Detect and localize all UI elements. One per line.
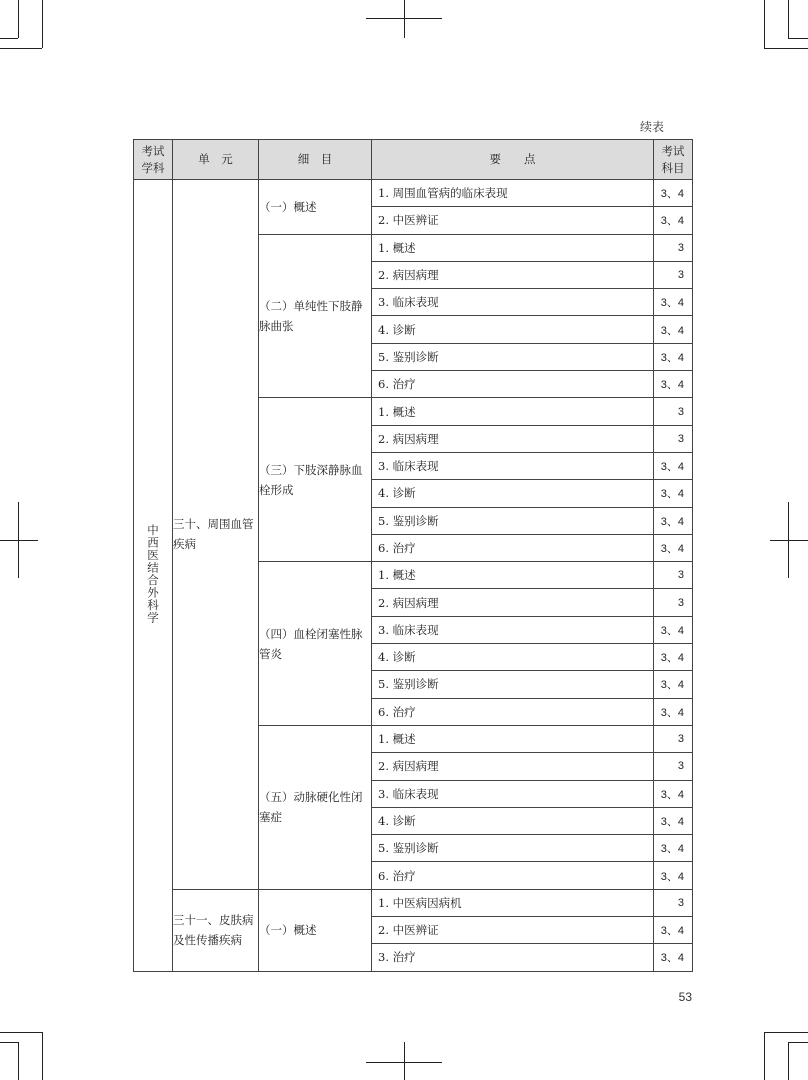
table-header-row [134,140,693,180]
level-cell: 3 [654,889,693,916]
point-cell: 1. 中医病因病机 [372,889,654,916]
crop-mark [764,48,808,49]
subject-label: 中西医结合外科学 [146,523,160,624]
crop-mark [404,0,405,38]
item-cell: （一）概述 [259,180,372,235]
level-cell: 3、4 [654,343,693,370]
crop-mark [764,1032,765,1080]
header-subject: 考试 学科 [134,140,173,180]
crop-mark [770,540,808,541]
crop-mark [18,0,19,38]
level-cell: 3、4 [654,371,693,398]
item-cell: （一）概述 [259,889,372,971]
point-cell: 1. 概述 [372,398,654,425]
item-cell: （五）动脉硬化性闭塞症 [259,725,372,889]
point-cell: 1. 概述 [372,725,654,752]
point-cell: 2. 病因病理 [372,753,654,780]
crop-mark [764,1032,808,1033]
crop-mark [42,0,43,48]
level-cell: 3、4 [654,207,693,234]
point-cell: 6. 治疗 [372,698,654,725]
point-cell: 4. 诊断 [372,807,654,834]
point-cell: 3. 临床表现 [372,616,654,643]
level-cell: 3、4 [654,835,693,862]
point-cell: 2. 中医辨证 [372,917,654,944]
point-cell: 2. 病因病理 [372,589,654,616]
point-cell: 5. 鉴别诊断 [372,671,654,698]
page-number: 53 [678,990,692,1004]
level-cell: 3、4 [654,862,693,889]
item-cell: （四）血栓闭塞性脉管炎 [259,562,372,726]
level-cell: 3、4 [654,534,693,561]
level-cell: 3、4 [654,698,693,725]
syllabus-table [133,139,693,972]
level-cell: 3、4 [654,316,693,343]
level-cell: 3、4 [654,480,693,507]
point-cell: 4. 诊断 [372,316,654,343]
level-cell: 3、4 [654,671,693,698]
level-cell: 3 [654,261,693,288]
crop-mark [0,38,18,39]
point-cell: 4. 诊断 [372,644,654,671]
point-cell: 6. 治疗 [372,534,654,561]
crop-mark [788,0,789,38]
item-cell: （三）下肢深静脉血栓形成 [259,398,372,562]
point-cell: 4. 诊断 [372,480,654,507]
header-level: 考试 科目 [654,140,693,180]
table-body [134,180,693,972]
point-cell: 5. 鉴别诊断 [372,507,654,534]
level-cell: 3、4 [654,180,693,207]
crop-mark [366,18,442,19]
crop-mark [18,1042,19,1080]
crop-mark [0,48,42,49]
header-point: 要 点 [372,140,654,180]
subject-cell [134,180,173,972]
point-cell: 1. 概述 [372,234,654,261]
level-cell: 3 [654,562,693,589]
point-cell: 2. 病因病理 [372,261,654,288]
level-cell: 3、4 [654,807,693,834]
level-cell: 3、4 [654,616,693,643]
point-cell: 6. 治疗 [372,862,654,889]
level-cell: 3 [654,234,693,261]
level-cell: 3、4 [654,644,693,671]
crop-mark [0,1042,18,1043]
level-cell: 3、4 [654,780,693,807]
crop-mark [788,38,808,39]
point-cell: 5. 鉴别诊断 [372,343,654,370]
crop-mark [788,1042,808,1043]
level-cell: 3 [654,589,693,616]
crop-mark [788,1042,789,1080]
point-cell: 6. 治疗 [372,371,654,398]
level-cell: 3、4 [654,289,693,316]
level-cell: 3、4 [654,944,693,971]
level-cell: 3、4 [654,507,693,534]
crop-mark [0,540,38,541]
crop-mark [42,1032,43,1080]
level-cell: 3、4 [654,452,693,479]
level-cell: 3、4 [654,917,693,944]
item-cell: （二）单纯性下肢静脉曲张 [259,234,372,398]
level-cell: 3 [654,725,693,752]
point-cell: 1. 周围血管病的临床表现 [372,180,654,207]
crop-mark [366,1062,442,1063]
point-cell: 3. 临床表现 [372,452,654,479]
table-row [134,180,693,207]
crop-mark [404,1042,405,1080]
point-cell: 2. 病因病理 [372,425,654,452]
point-cell: 3. 治疗 [372,944,654,971]
point-cell: 3. 临床表现 [372,780,654,807]
point-cell: 3. 临床表现 [372,289,654,316]
unit-cell: 三十、周围血管疾病 [173,180,259,890]
level-cell: 3 [654,398,693,425]
crop-mark [0,1032,42,1033]
level-cell: 3 [654,425,693,452]
unit-cell: 三十一、皮肤病及性传播疾病 [173,889,259,971]
header-unit: 单 元 [173,140,259,180]
point-cell: 1. 概述 [372,562,654,589]
continued-label: 续表 [640,120,665,134]
level-cell: 3 [654,753,693,780]
table-row [134,889,693,916]
point-cell: 5. 鉴别诊断 [372,835,654,862]
crop-mark [764,0,765,48]
point-cell: 2. 中医辨证 [372,207,654,234]
header-item: 细 目 [259,140,372,180]
